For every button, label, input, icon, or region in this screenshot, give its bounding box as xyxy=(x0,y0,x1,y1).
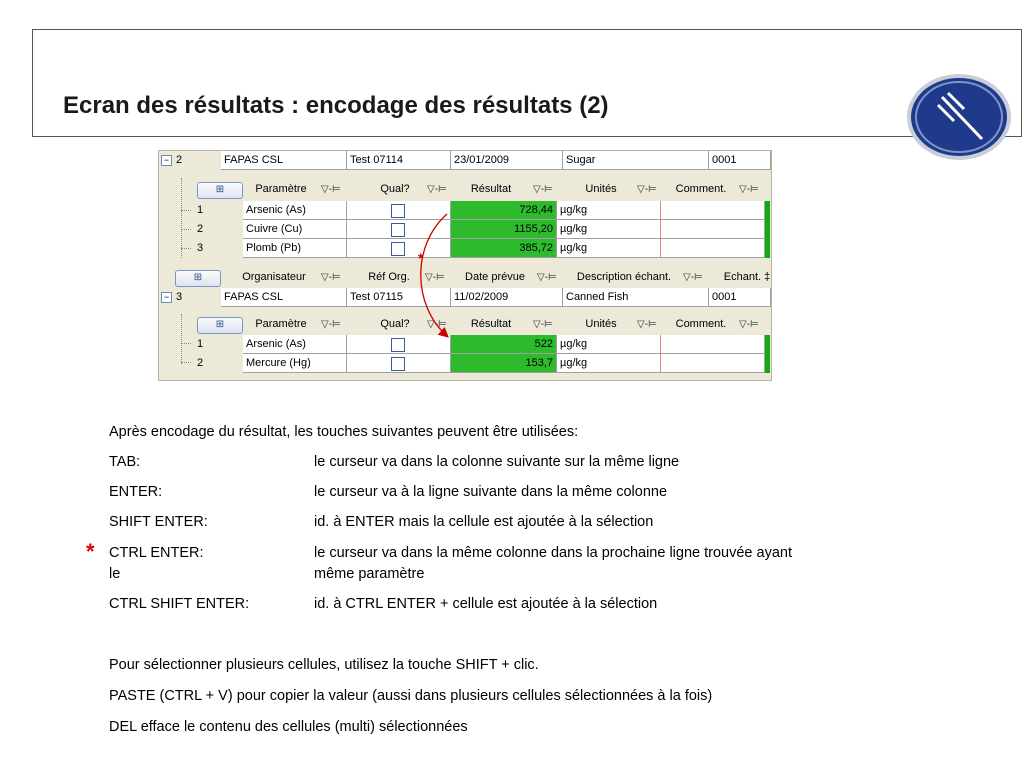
unites-cell[interactable]: µg/kg xyxy=(557,201,661,220)
filter-icon[interactable]: ▽-⊨ xyxy=(739,319,759,330)
key-label: TAB: xyxy=(109,454,141,470)
column-chooser-button[interactable]: ⊞ xyxy=(197,182,243,199)
key-description: le curseur va à la ligne suivante dans la même colonne xyxy=(314,484,668,500)
table-row[interactable] xyxy=(159,354,771,373)
key-description: même paramètre xyxy=(314,566,425,582)
header-comment[interactable]: Comment. xyxy=(675,183,727,195)
key-label: CTRL ENTER: xyxy=(109,545,204,561)
logo-icon xyxy=(906,73,1012,161)
description-cell[interactable]: Sugar xyxy=(563,151,709,170)
resultat-cell[interactable]: 1155,20 xyxy=(451,220,557,239)
main-header-row xyxy=(159,268,771,287)
comment-cell[interactable] xyxy=(661,335,765,354)
filter-icon[interactable]: ▽-⊨ xyxy=(427,319,447,330)
header-parametre[interactable]: Paramètre xyxy=(255,183,307,195)
header-date-prevue[interactable]: Date prévue xyxy=(465,271,525,283)
group-id: 2 xyxy=(176,154,183,166)
table-row[interactable] xyxy=(159,239,771,258)
header-qual[interactable]: Qual? xyxy=(380,318,410,330)
column-chooser-button[interactable]: ⊞ xyxy=(175,270,221,287)
comment-cell[interactable] xyxy=(661,354,765,373)
title-box xyxy=(32,29,1022,137)
comment-cell[interactable] xyxy=(661,220,765,239)
header-unites[interactable]: Unités xyxy=(585,318,617,330)
header-echant[interactable]: Echant. ‡ xyxy=(723,271,771,283)
results-grid xyxy=(158,150,772,381)
collapse-icon[interactable]: − xyxy=(161,292,172,303)
unites-cell[interactable]: µg/kg xyxy=(557,220,661,239)
unites-cell[interactable]: µg/kg xyxy=(557,354,661,373)
resultat-cell[interactable]: 385,72 xyxy=(451,239,557,258)
header-resultat[interactable]: Résultat xyxy=(470,183,512,195)
checkbox[interactable] xyxy=(391,338,405,352)
parametre-cell[interactable]: Plomb (Pb) xyxy=(243,239,347,258)
header-parametre[interactable]: Paramètre xyxy=(255,318,307,330)
filter-icon[interactable]: ▽-⊨ xyxy=(739,184,759,195)
comment-cell[interactable] xyxy=(661,201,765,220)
organisateur-cell[interactable]: FAPAS CSL xyxy=(221,151,347,170)
table-row[interactable] xyxy=(159,288,771,307)
table-row[interactable] xyxy=(159,151,771,170)
comment-cell[interactable] xyxy=(661,239,765,258)
header-unites[interactable]: Unités xyxy=(585,183,617,195)
header-qual[interactable]: Qual? xyxy=(380,183,410,195)
checkbox[interactable] xyxy=(391,242,405,256)
header-resultat[interactable]: Résultat xyxy=(470,318,512,330)
intro-text: Après encodage du résultat, les touches suivantes peuvent être utilisées: xyxy=(109,424,579,440)
checkbox[interactable] xyxy=(391,204,405,218)
date-cell[interactable]: 23/01/2009 xyxy=(451,151,563,170)
resultat-cell[interactable]: 153,7 xyxy=(451,354,557,373)
unites-cell[interactable]: µg/kg xyxy=(557,239,661,258)
echant-cell[interactable]: 0001 xyxy=(709,151,771,170)
table-row[interactable] xyxy=(159,201,771,220)
key-label: CTRL SHIFT ENTER: xyxy=(109,596,250,612)
key-label: ENTER: xyxy=(109,484,163,500)
asterisk-mark: * xyxy=(418,250,424,266)
row-number: 1 xyxy=(197,338,204,350)
key-description: le curseur va dans la même colonne dans la prochaine ligne trouvée ayant xyxy=(314,545,792,561)
note-text: PASTE (CTRL + V) pour copier la valeur (aussi dans plusieurs cellules sélectionnées à la fois) xyxy=(109,688,713,704)
filter-icon[interactable]: ▽-⊨ xyxy=(537,272,557,283)
filter-icon[interactable]: ▽-⊨ xyxy=(321,272,341,283)
key-description: id. à CTRL ENTER + cellule est ajoutée à la sélection xyxy=(314,596,658,612)
group-id: 3 xyxy=(176,291,183,303)
row-number: 2 xyxy=(197,223,204,235)
header-description[interactable]: Description échant. xyxy=(576,271,672,283)
sub-header-row xyxy=(159,315,771,334)
description-cell[interactable]: Canned Fish xyxy=(563,288,709,307)
header-ref-org[interactable]: Réf Org. xyxy=(368,271,410,283)
column-chooser-button[interactable]: ⊞ xyxy=(197,317,243,334)
focus-line xyxy=(660,335,661,373)
key-description: le curseur va dans la colonne suivante sur la même ligne xyxy=(314,454,680,470)
filter-icon[interactable]: ▽-⊨ xyxy=(637,319,657,330)
header-organisateur[interactable]: Organisateur xyxy=(242,271,306,283)
ref-org-cell[interactable]: Test 07114 xyxy=(347,151,451,170)
header-comment[interactable]: Comment. xyxy=(675,318,727,330)
row-number: 1 xyxy=(197,204,204,216)
parametre-cell[interactable]: Cuivre (Cu) xyxy=(243,220,347,239)
filter-icon[interactable]: ▽-⊨ xyxy=(321,319,341,330)
echant-cell[interactable]: 0001 xyxy=(709,288,771,307)
parametre-cell[interactable]: Arsenic (As) xyxy=(243,335,347,354)
table-row[interactable] xyxy=(159,220,771,239)
note-text: DEL efface le contenu des cellules (multi) sélectionnées xyxy=(109,719,468,735)
key-label: le xyxy=(109,566,121,582)
filter-icon[interactable]: ▽-⊨ xyxy=(637,184,657,195)
collapse-icon[interactable]: − xyxy=(161,155,172,166)
filter-icon[interactable]: ▽-⊨ xyxy=(533,184,553,195)
resultat-cell[interactable]: 728,44 xyxy=(451,201,557,220)
filter-icon[interactable]: ▽-⊨ xyxy=(321,184,341,195)
filter-icon[interactable]: ▽-⊨ xyxy=(425,272,445,283)
row-indicator xyxy=(765,335,770,373)
ref-org-cell[interactable]: Test 07115 xyxy=(347,288,451,307)
note-text: Pour sélectionner plusieurs cellules, utilisez la touche SHIFT + clic. xyxy=(109,657,539,673)
star-mark: * xyxy=(86,539,95,564)
table-row[interactable] xyxy=(159,335,771,354)
parametre-cell[interactable]: Mercure (Hg) xyxy=(243,354,347,373)
qual-cell[interactable] xyxy=(347,354,451,373)
sub-header-row xyxy=(159,180,771,199)
unites-cell[interactable]: µg/kg xyxy=(557,335,661,354)
resultat-cell[interactable]: 522 xyxy=(451,335,557,354)
checkbox[interactable] xyxy=(391,357,405,371)
row-indicator xyxy=(765,201,770,258)
filter-icon[interactable]: ▽-⊨ xyxy=(427,184,447,195)
arrow-icon xyxy=(409,206,459,346)
slide-title: Ecran des résultats : encodage des résultats (2) xyxy=(63,92,609,119)
key-label: SHIFT ENTER: xyxy=(109,514,208,530)
row-number: 2 xyxy=(197,357,204,369)
filter-icon[interactable]: ▽-⊨ xyxy=(683,272,703,283)
focus-line xyxy=(660,201,661,258)
filter-icon[interactable]: ▽-⊨ xyxy=(533,319,553,330)
key-description: id. à ENTER mais la cellule est ajoutée à la sélection xyxy=(314,514,654,530)
parametre-cell[interactable]: Arsenic (As) xyxy=(243,201,347,220)
organisateur-cell[interactable]: FAPAS CSL xyxy=(221,288,347,307)
row-number: 3 xyxy=(197,242,204,254)
checkbox[interactable] xyxy=(391,223,405,237)
date-cell[interactable]: 11/02/2009 xyxy=(451,288,563,307)
